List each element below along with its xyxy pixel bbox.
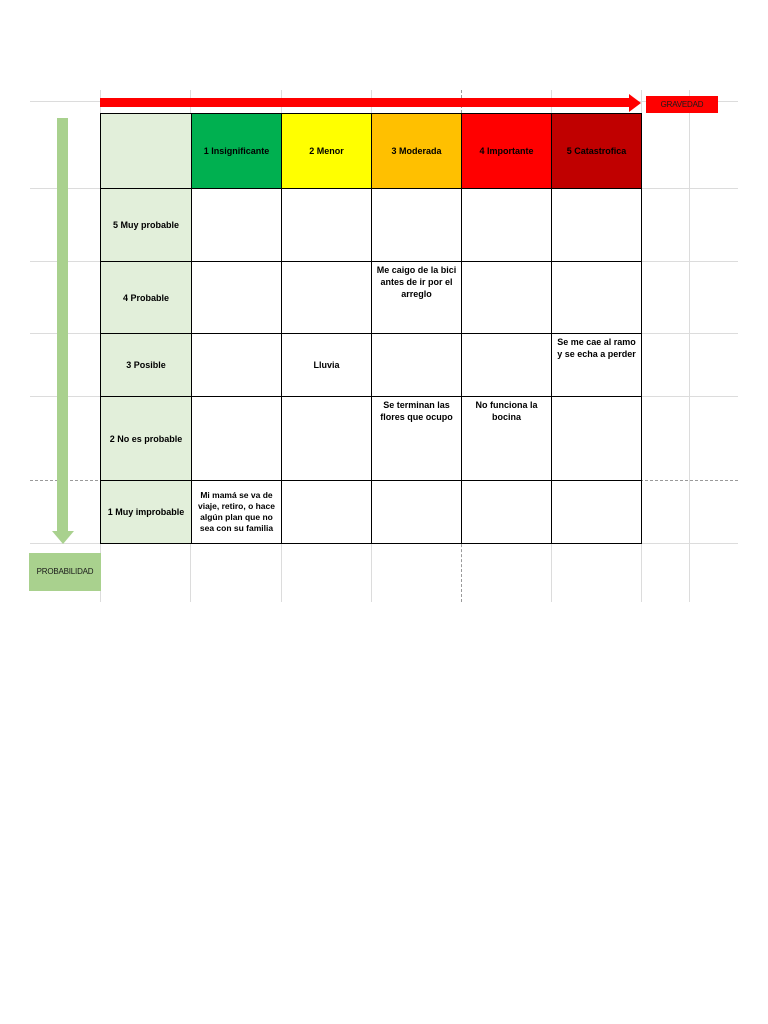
matrix-cell: Se terminan las flores que ocupo bbox=[372, 397, 462, 481]
col-header-catastrofica: 5 Catastrofica bbox=[552, 114, 642, 189]
arrow-down-icon bbox=[52, 531, 74, 544]
matrix-cell bbox=[372, 334, 462, 397]
col-header-importante: 4 Importante bbox=[462, 114, 552, 189]
gridline bbox=[689, 90, 690, 602]
matrix-cell bbox=[192, 397, 282, 481]
corner-cell bbox=[101, 114, 192, 189]
matrix-cell bbox=[282, 397, 372, 481]
row-header-muy-improbable: 1 Muy improbable bbox=[101, 481, 192, 544]
probability-axis-label: PROBABILIDAD bbox=[29, 553, 101, 591]
matrix-cell bbox=[282, 262, 372, 334]
col-header-insignificante: 1 Insignificante bbox=[192, 114, 282, 189]
matrix-cell: Mi mamá se va de viaje, retiro, o hace algún plan que no sea con su familia bbox=[192, 481, 282, 544]
table-row bbox=[101, 481, 642, 544]
matrix-cell bbox=[552, 397, 642, 481]
matrix-cell: No funciona la bocina bbox=[462, 397, 552, 481]
severity-header-row bbox=[101, 114, 642, 189]
matrix-cell bbox=[462, 334, 552, 397]
table-row bbox=[101, 262, 642, 334]
matrix-cell bbox=[282, 189, 372, 262]
matrix-cell bbox=[372, 189, 462, 262]
row-header-probable: 4 Probable bbox=[101, 262, 192, 334]
matrix-cell bbox=[192, 189, 282, 262]
matrix-cell: Lluvia bbox=[282, 334, 372, 397]
matrix-cell bbox=[462, 481, 552, 544]
row-header-muy-probable: 5 Muy probable bbox=[101, 189, 192, 262]
matrix-cell bbox=[462, 262, 552, 334]
matrix-cell bbox=[372, 481, 462, 544]
row-header-no-es-probable: 2 No es probable bbox=[101, 397, 192, 481]
matrix-cell bbox=[552, 481, 642, 544]
matrix-cell bbox=[552, 189, 642, 262]
arrow-right-icon bbox=[629, 94, 641, 112]
severity-arrow bbox=[100, 98, 630, 107]
risk-matrix bbox=[100, 113, 642, 544]
col-header-menor: 2 Menor bbox=[282, 114, 372, 189]
table-row bbox=[101, 397, 642, 481]
col-header-moderada: 3 Moderada bbox=[372, 114, 462, 189]
probability-arrow bbox=[57, 118, 68, 532]
row-header-posible: 3 Posible bbox=[101, 334, 192, 397]
matrix-cell bbox=[282, 481, 372, 544]
matrix-cell: Se me cae al ramo y se echa a perder bbox=[552, 334, 642, 397]
matrix-cell bbox=[552, 262, 642, 334]
table-row bbox=[101, 189, 642, 262]
table-row bbox=[101, 334, 642, 397]
matrix-cell bbox=[192, 334, 282, 397]
matrix-cell bbox=[192, 262, 282, 334]
matrix-cell: Me caigo de la bici antes de ir por el arreglo bbox=[372, 262, 462, 334]
matrix-cell bbox=[462, 189, 552, 262]
severity-axis-label: GRAVEDAD bbox=[646, 96, 718, 113]
